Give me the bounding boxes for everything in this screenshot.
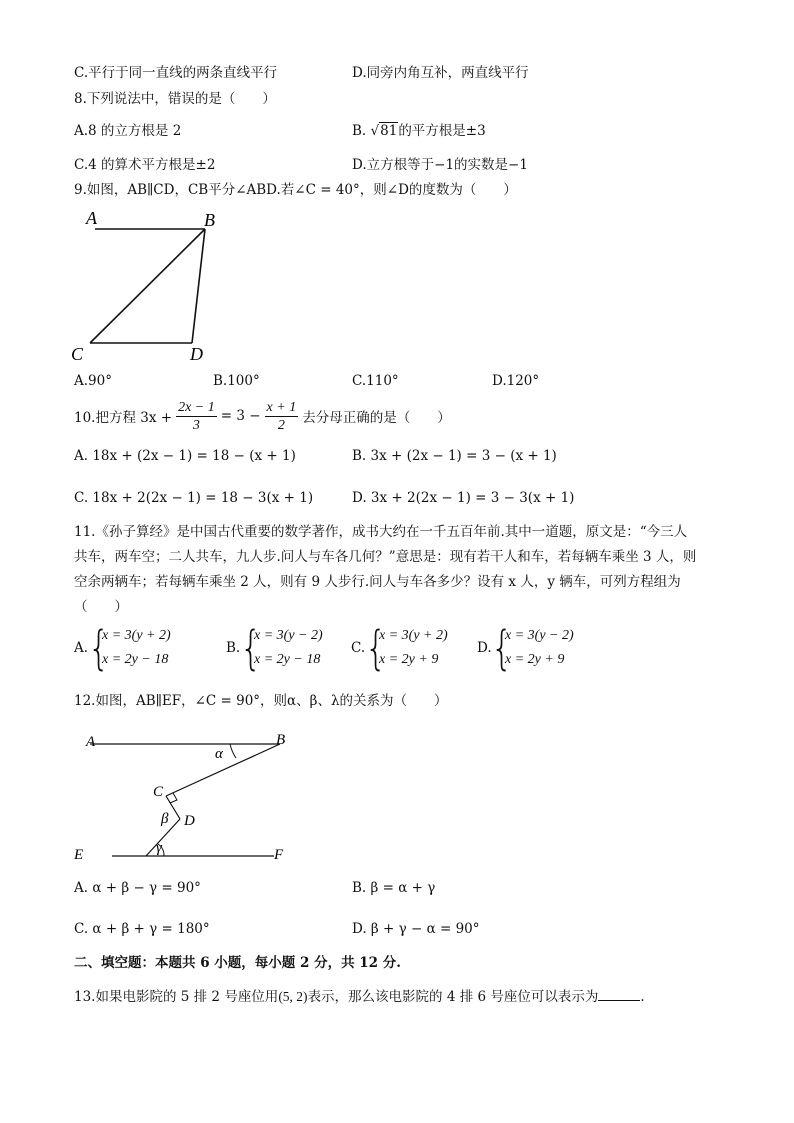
q9-option-a: A.90° xyxy=(74,373,112,389)
q11-line-4: （ ） xyxy=(74,599,128,615)
q8-option-a: A.8 的立方根是 2 xyxy=(74,123,182,139)
q9-stem: 9.如图，AB∥CD，CB平分∠ABD.若∠C = 40°，则∠D的度数为（ ） xyxy=(74,182,517,198)
radicand: 81 xyxy=(380,123,398,139)
label-a: A xyxy=(86,208,97,228)
section-2-title: 二、填空题：本题共 6 小题，每小题 2 分，共 12 分. xyxy=(74,955,401,971)
sqrt-sign: √ xyxy=(370,123,380,139)
q10-option-c: C. 18x + 2(2x − 1) = 18 − 3(x + 1) xyxy=(74,490,314,506)
brace-icon: { xyxy=(491,621,513,676)
label-c: C xyxy=(71,344,84,364)
q12-figure xyxy=(70,726,300,866)
q11-line-1: 11.《孙子算经》是中国古代重要的数学著作，成书大约在一千五百年前.其中一道题，原文是：“今三人 xyxy=(74,524,688,540)
q10-stem: 10.把方程 3x + $\frac{2x - 1}{3}$ = 3 − $\frac{x + 1}{2}$ 去分母正确的是（ ） xyxy=(74,399,451,433)
label-f: F xyxy=(274,847,284,863)
q9-option-b: B.100° xyxy=(213,373,260,389)
brace-icon: { xyxy=(240,621,262,676)
q12-option-a: A. α + β − γ = 90° xyxy=(74,880,201,896)
label-gamma: γ xyxy=(156,840,162,856)
brace-icon: { xyxy=(88,621,110,676)
q9-option-c: C.110° xyxy=(352,373,399,389)
q9-option-d: D.120° xyxy=(492,373,540,389)
q11-line-2: 共车，两车空；二人共车，九人步.问人与车各几何？”意思是：现有若干人和车，若每辆车乘坐 3 人，则 xyxy=(74,549,697,565)
q8-option-b: B. √81的平方根是±3 xyxy=(352,123,486,139)
coordinate: (5, 2) xyxy=(278,989,308,1004)
brace-icon: { xyxy=(365,621,387,676)
label-e: E xyxy=(74,847,84,863)
q7-option-d: D.同旁内角互补，两直线平行 xyxy=(352,65,529,81)
q8-stem: 8.下列说法中，错误的是（ ） xyxy=(74,91,276,107)
q10-option-a: A. 18x + (2x − 1) = 18 − (x + 1) xyxy=(74,448,296,464)
q13-stem: 13.如果电影院的 5 排 2 号座位用(5, 2)表示，那么该电影院的 4 排 6 号座位可以表示为 . xyxy=(74,986,645,1007)
label-b: B xyxy=(204,210,215,230)
label-d: D xyxy=(184,813,195,829)
fraction-1: $\frac{2x - 1}{3}$ xyxy=(178,399,215,433)
answer-blank[interactable] xyxy=(598,986,640,1001)
q12-option-b: B. β = α + γ xyxy=(352,880,436,896)
q10-option-d: D. 3x + 2(2x − 1) = 3 − 3(x + 1) xyxy=(352,490,575,506)
label-b: B xyxy=(276,732,286,748)
q8-option-d: D.立方根等于−1的实数是−1 xyxy=(352,157,528,173)
label-alpha: α xyxy=(215,746,223,762)
q12-option-d: D. β + γ − α = 90° xyxy=(352,921,480,937)
label-d: D xyxy=(190,344,203,364)
q12-option-c: C. α + β + γ = 180° xyxy=(74,921,210,937)
label-c: C xyxy=(153,784,164,800)
label-beta: β xyxy=(161,811,169,827)
q7-option-c: C.平行于同一直线的两条直线平行 xyxy=(74,65,278,81)
q11-line-3: 空余两辆车；若每辆车乘坐 2 人，则有 9 人步行.问人与车各多少？设有 x 人，y 辆车，可列方程组为 xyxy=(74,574,681,590)
q8-option-c: C.4 的算术平方根是±2 xyxy=(74,157,216,173)
fraction-2: $\frac{x + 1}{2}$ xyxy=(266,399,297,433)
label-a: A xyxy=(86,734,96,750)
q9-figure xyxy=(70,204,240,369)
q10-option-b: B. 3x + (2x − 1) = 3 − (x + 1) xyxy=(352,448,557,464)
q12-stem: 12.如图，AB∥EF，∠C = 90°，则α、β、λ的关系为（ ） xyxy=(74,693,448,709)
